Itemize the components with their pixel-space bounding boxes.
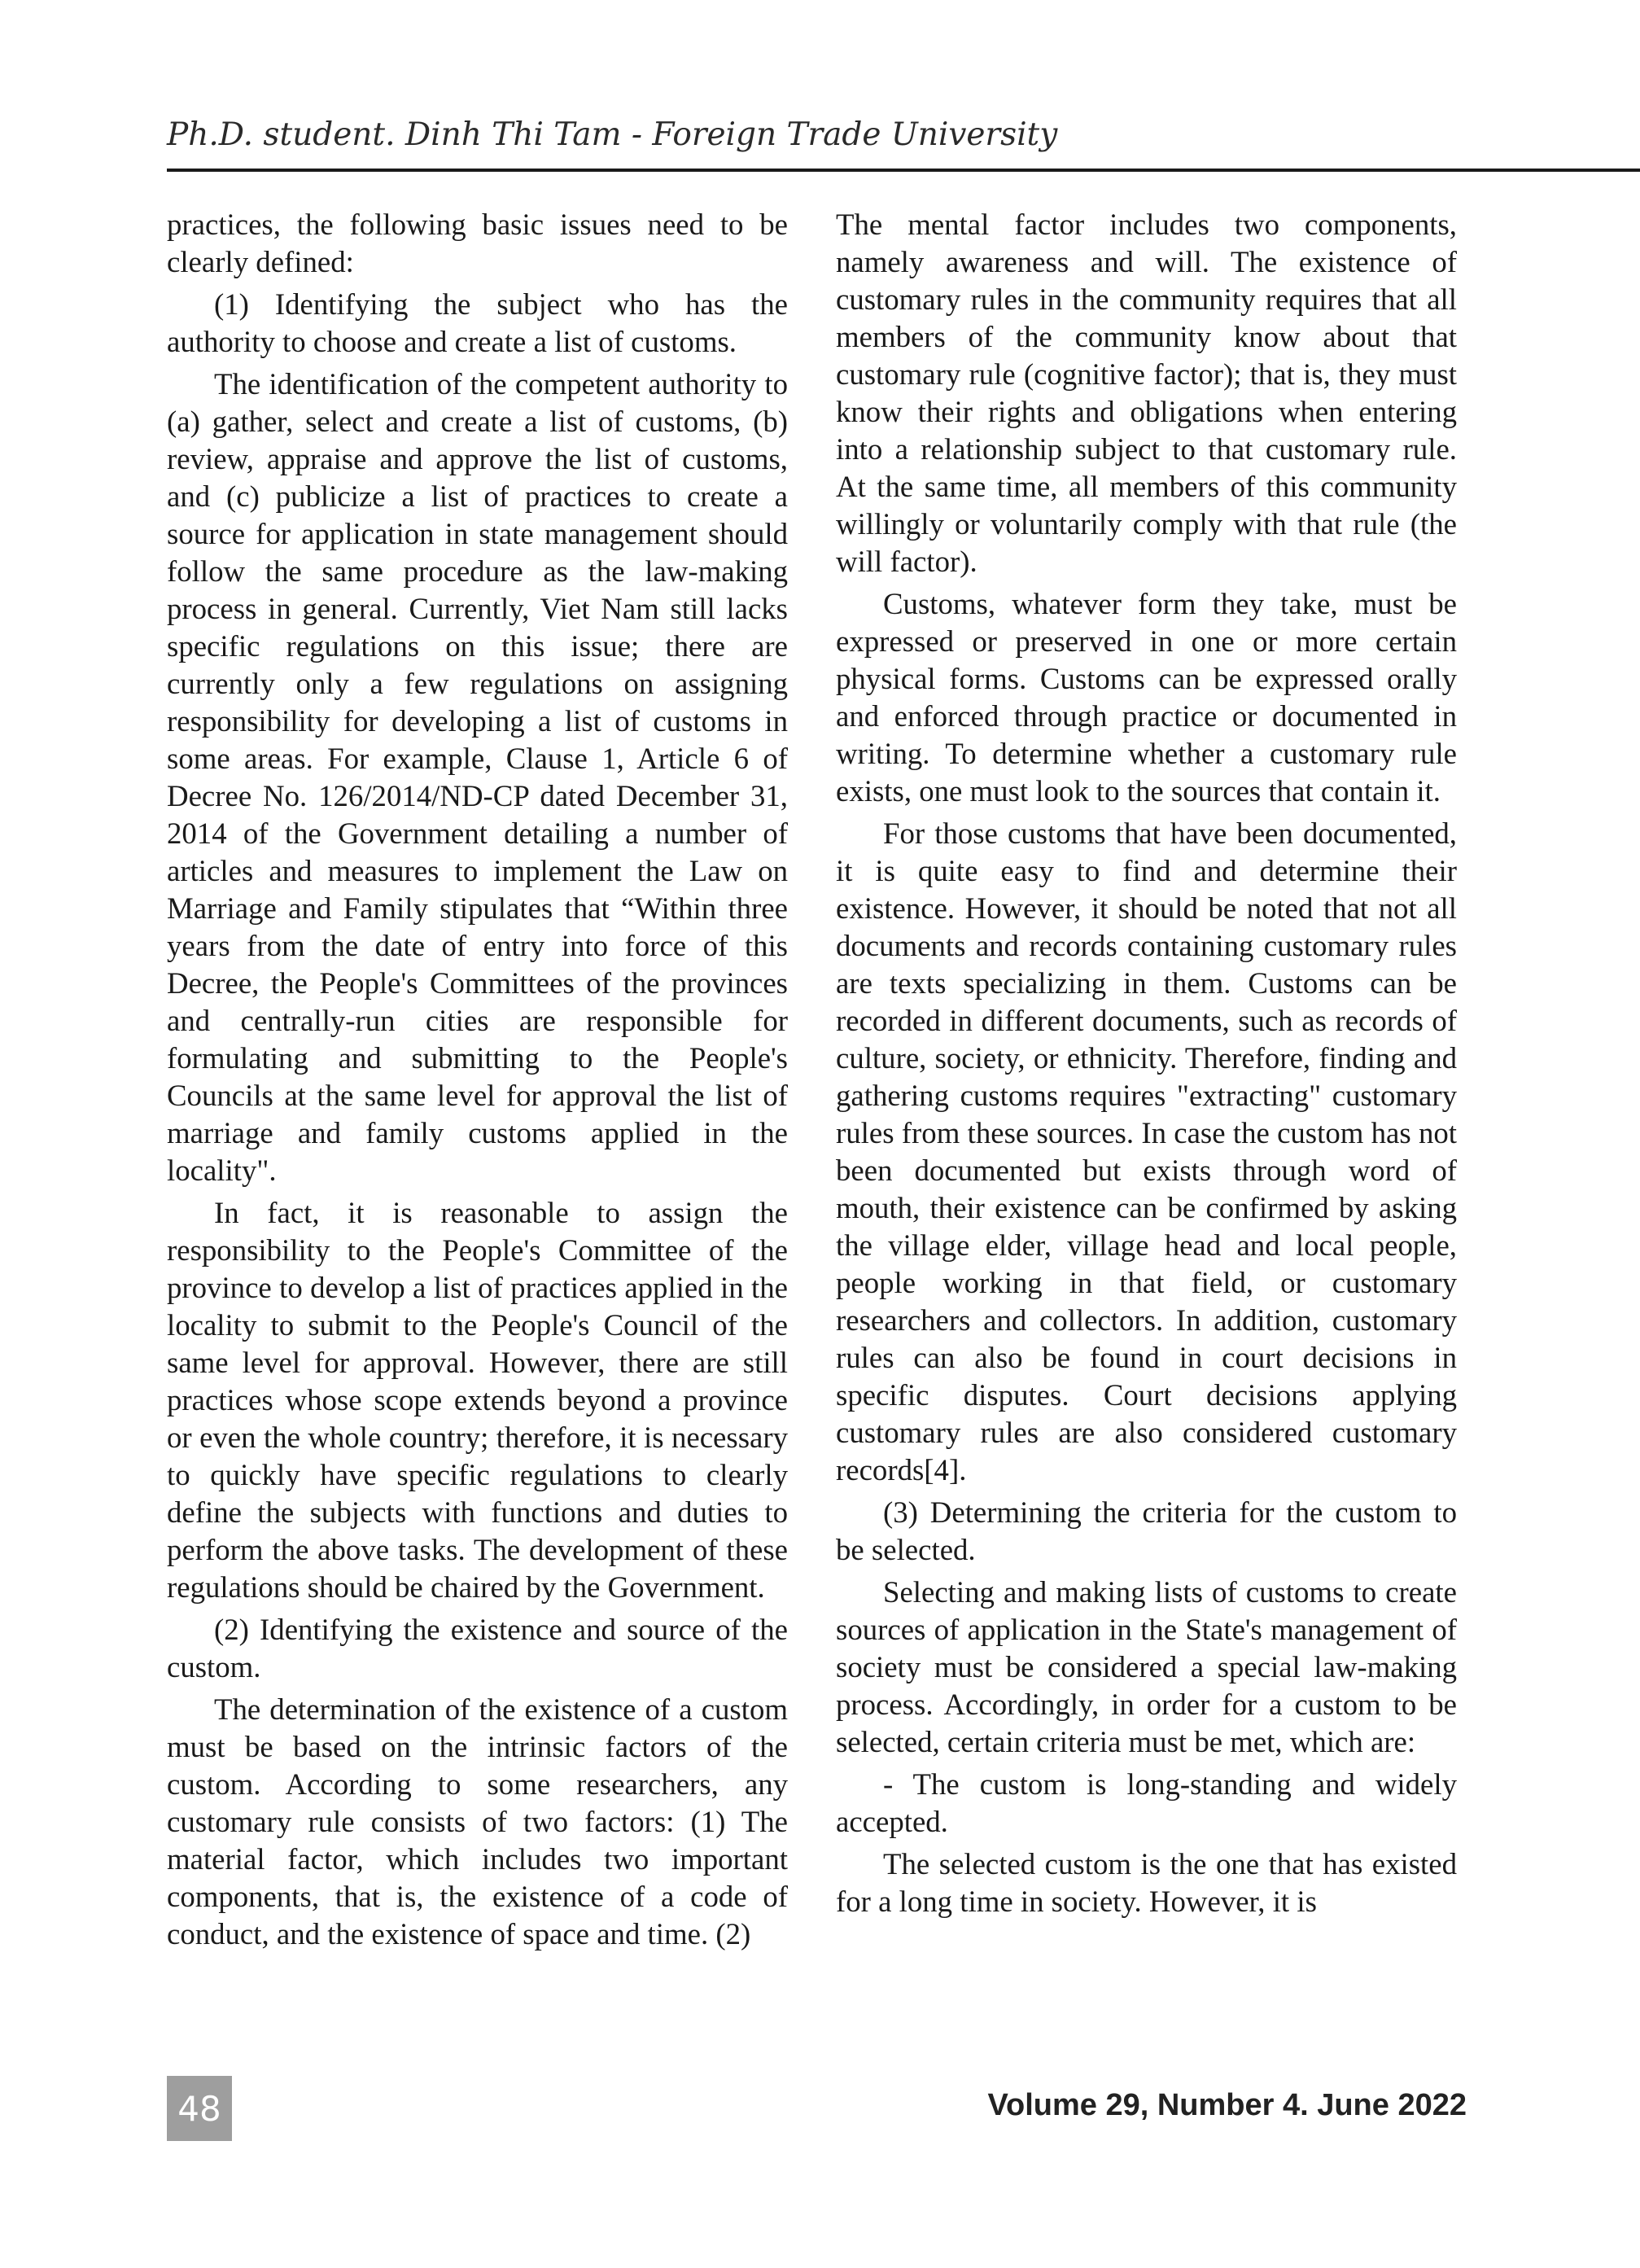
right-paragraph-6: - The custom is long-standing and widely accepted. — [836, 1767, 1457, 1838]
right-paragraph-7: The selected custom is the one that has existed for a long time in society. However, it is — [836, 1847, 1457, 1918]
left-paragraph-6: The determination of the existence of a custom must be based on the intrinsic factors of the custom. According to some researchers, any customary rule consists of two factors: (1) The material factor, which includes two important components, that is, the existence of a code of conduct, and the existence of space and time. (2) — [167, 1692, 788, 1951]
left-paragraph-4: In fact, it is reasonable to assign the responsibility to the People's Committee of the province to develop a list of practices applied in the locality to submit to the People's Council of the same level for approval. However, there are still practices whose scope extends beyond a province or even the whole country; therefore, it is necessary to quickly have specific regulations to clearly define the subjects with functions and duties to perform the above tasks. The development of these regulations should be chaired by the Government. — [167, 1196, 788, 1604]
running-header: Ph.D. student. Dinh Thi Tam - Foreign Trade University — [167, 116, 1058, 153]
right-paragraph-1: The mental factor includes two components, namely awareness and will. The existence of customary rules in the community requires that all members of the community know about that customary rule (cognitive factor); that is, they must know their rights and obligations when entering into a relationship subject to that customary rule. At the same time, all members of this community willingly or voluntarily comply with that rule (the will factor). — [836, 208, 1457, 578]
right-paragraph-2: Customs, whatever form they take, must be expressed or preserved in one or more certain physical forms. Customs can be expressed orally and enforced through practice or documented in writing. To determine whether a customary rule exists, one must look to the sources that contain it. — [836, 587, 1457, 808]
right-paragraph-4: (3) Determining the criteria for the custom to be selected. — [836, 1495, 1457, 1566]
right-paragraph-5: Selecting and making lists of customs to create sources of application in the State's management of society must be considered a special law-making process. Accordingly, in order for a custom to be selected, certain criteria must be met, which are: — [836, 1575, 1457, 1758]
right-paragraph-3: For those customs that have been documented, it is quite easy to find and determine their existence. However, it should be noted that not all documents and records containing customary rules are texts specializing in them. Customs can be recorded in different documents, such as records of culture, society, or ethnicity. Therefore, finding and gathering customs requires "extracting" customary rules from these sources. In case the custom has not been documented but exists through word of mouth, their existence can be confirmed by asking the village elder, village head and local people, people working in that field, or customary researchers and collectors. In addition, customary rules can also be found in court decisions in specific disputes. Court decisions applying customary rules are also considered customary records[4]. — [836, 817, 1457, 1486]
left-paragraph-1: practices, the following basic issues need to be clearly defined: — [167, 208, 788, 278]
volume-info: Volume 29, Number 4. June 2022 — [987, 2088, 1467, 2122]
header-divider — [167, 169, 1640, 172]
left-paragraph-3: The identification of the competent authority to (a) gather, select and create a list of customs, (b) review, appraise and approve the list of customs, and (c) publicize a list of practices to create a source for application in state management should follow the same procedure as the law-making process in general. Currently, Viet Nam still lacks specific regulations on this issue; there are currently only a few regulations on assigning responsibility for developing a list of customs in some areas. For example, Clause 1, Article 6 of Decree No. 126/2014/ND-CP dated December 31, 2014 of the Government detailing a number of articles and measures to implement the Law on Marriage and Family stipulates that “Within three years from the date of entry into force of this Decree, the People's Committees of the provinces and centrally-run cities are responsible for formulating and submitting to the People's Councils at the same level for approval the list of marriage and family customs applied in the locality". — [167, 367, 788, 1187]
left-column — [167, 206, 788, 1958]
page-number: 48 — [167, 2076, 232, 2141]
left-paragraph-5: (2) Identifying the existence and source of the custom. — [167, 1613, 788, 1683]
right-column — [836, 206, 1457, 1925]
left-paragraph-2: (1) Identifying the subject who has the authority to choose and create a list of customs. — [167, 287, 788, 358]
